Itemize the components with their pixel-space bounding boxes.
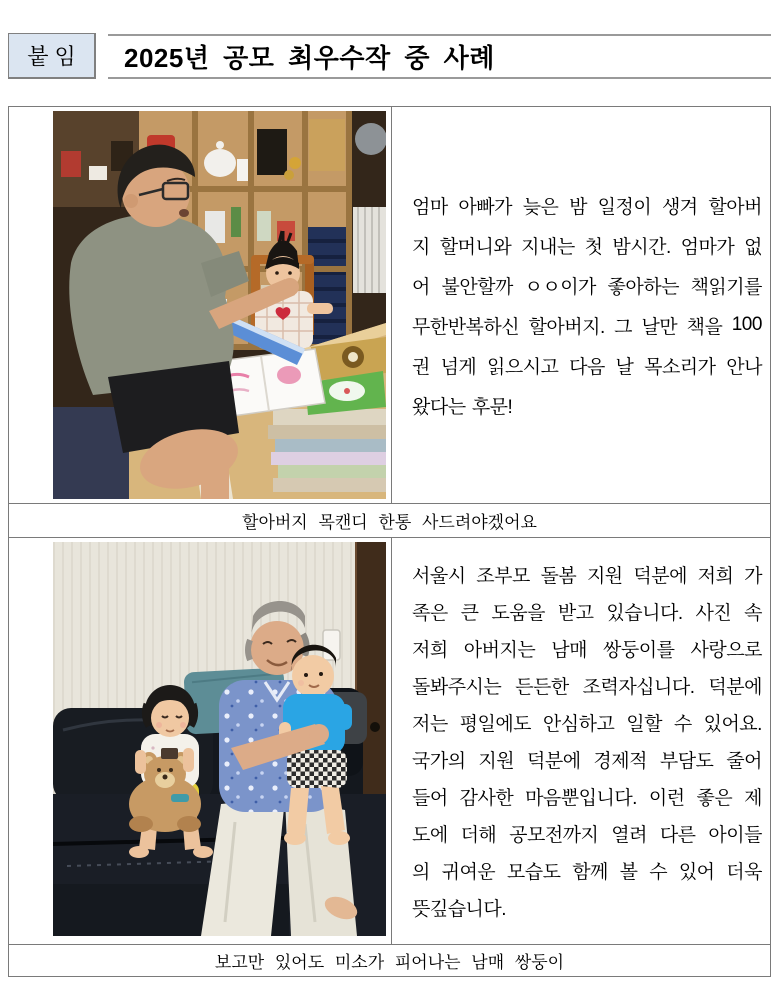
photo-cell-2	[9, 538, 392, 944]
case-row-1	[9, 107, 770, 504]
case-table	[8, 106, 771, 977]
caption-row-2	[9, 945, 770, 976]
caption-row-1	[9, 504, 770, 538]
case-row-2	[9, 538, 770, 945]
photo-grandfather-twins-sofa	[53, 542, 386, 936]
page-title: 2025년 공모 최우수작 중 사례	[124, 43, 495, 73]
title-block	[108, 34, 771, 79]
attachment-badge: 붙임	[8, 33, 96, 79]
photo-caption-2: 보고만 있어도 미소가 피어나는 남매 쌍둥이	[214, 953, 565, 972]
photo-caption-1: 할아버지 목캔디 한통 사드려야겠어요	[242, 513, 537, 532]
photo-grandfather-reading	[53, 111, 386, 499]
story-text-1: 엄마 아빠가 늦은 밤 일정이 생겨 할아버 지 할머니와 지내는 첫 밤시간. 엄마가 없 어 불안할까 ㅇㅇ이가 좋아하는 책읽기를 무한반복하신 할아버지. 그 날만 책을 100 권 넘게 읽으시고 다음 날 목소리가 안나 왔다는 후문!	[412, 196, 762, 418]
photo-cell-1	[9, 107, 392, 503]
story-text-2: 서울시 조부모 돌봄 지원 덕분에 저희 가 족은 큰 도움을 받고 있습니다. 사진 속 저희 아버지는 남매 쌍둥이를 사랑으로 돌봐주시는 든든한 조력자십니다. 덕분에 저는 평일에도 안심하고 일할 수 있어요. 국가의 지원 덕분에 경제적 부담도 줄어 들어 감사한 마음뿐입니다. 이런 좋은 제 도에 더해 공모전까지 열려 다른 아이들 의 귀여운 모습도 함께 볼 수 있어 더욱 뜻깊습니다.	[412, 566, 762, 920]
